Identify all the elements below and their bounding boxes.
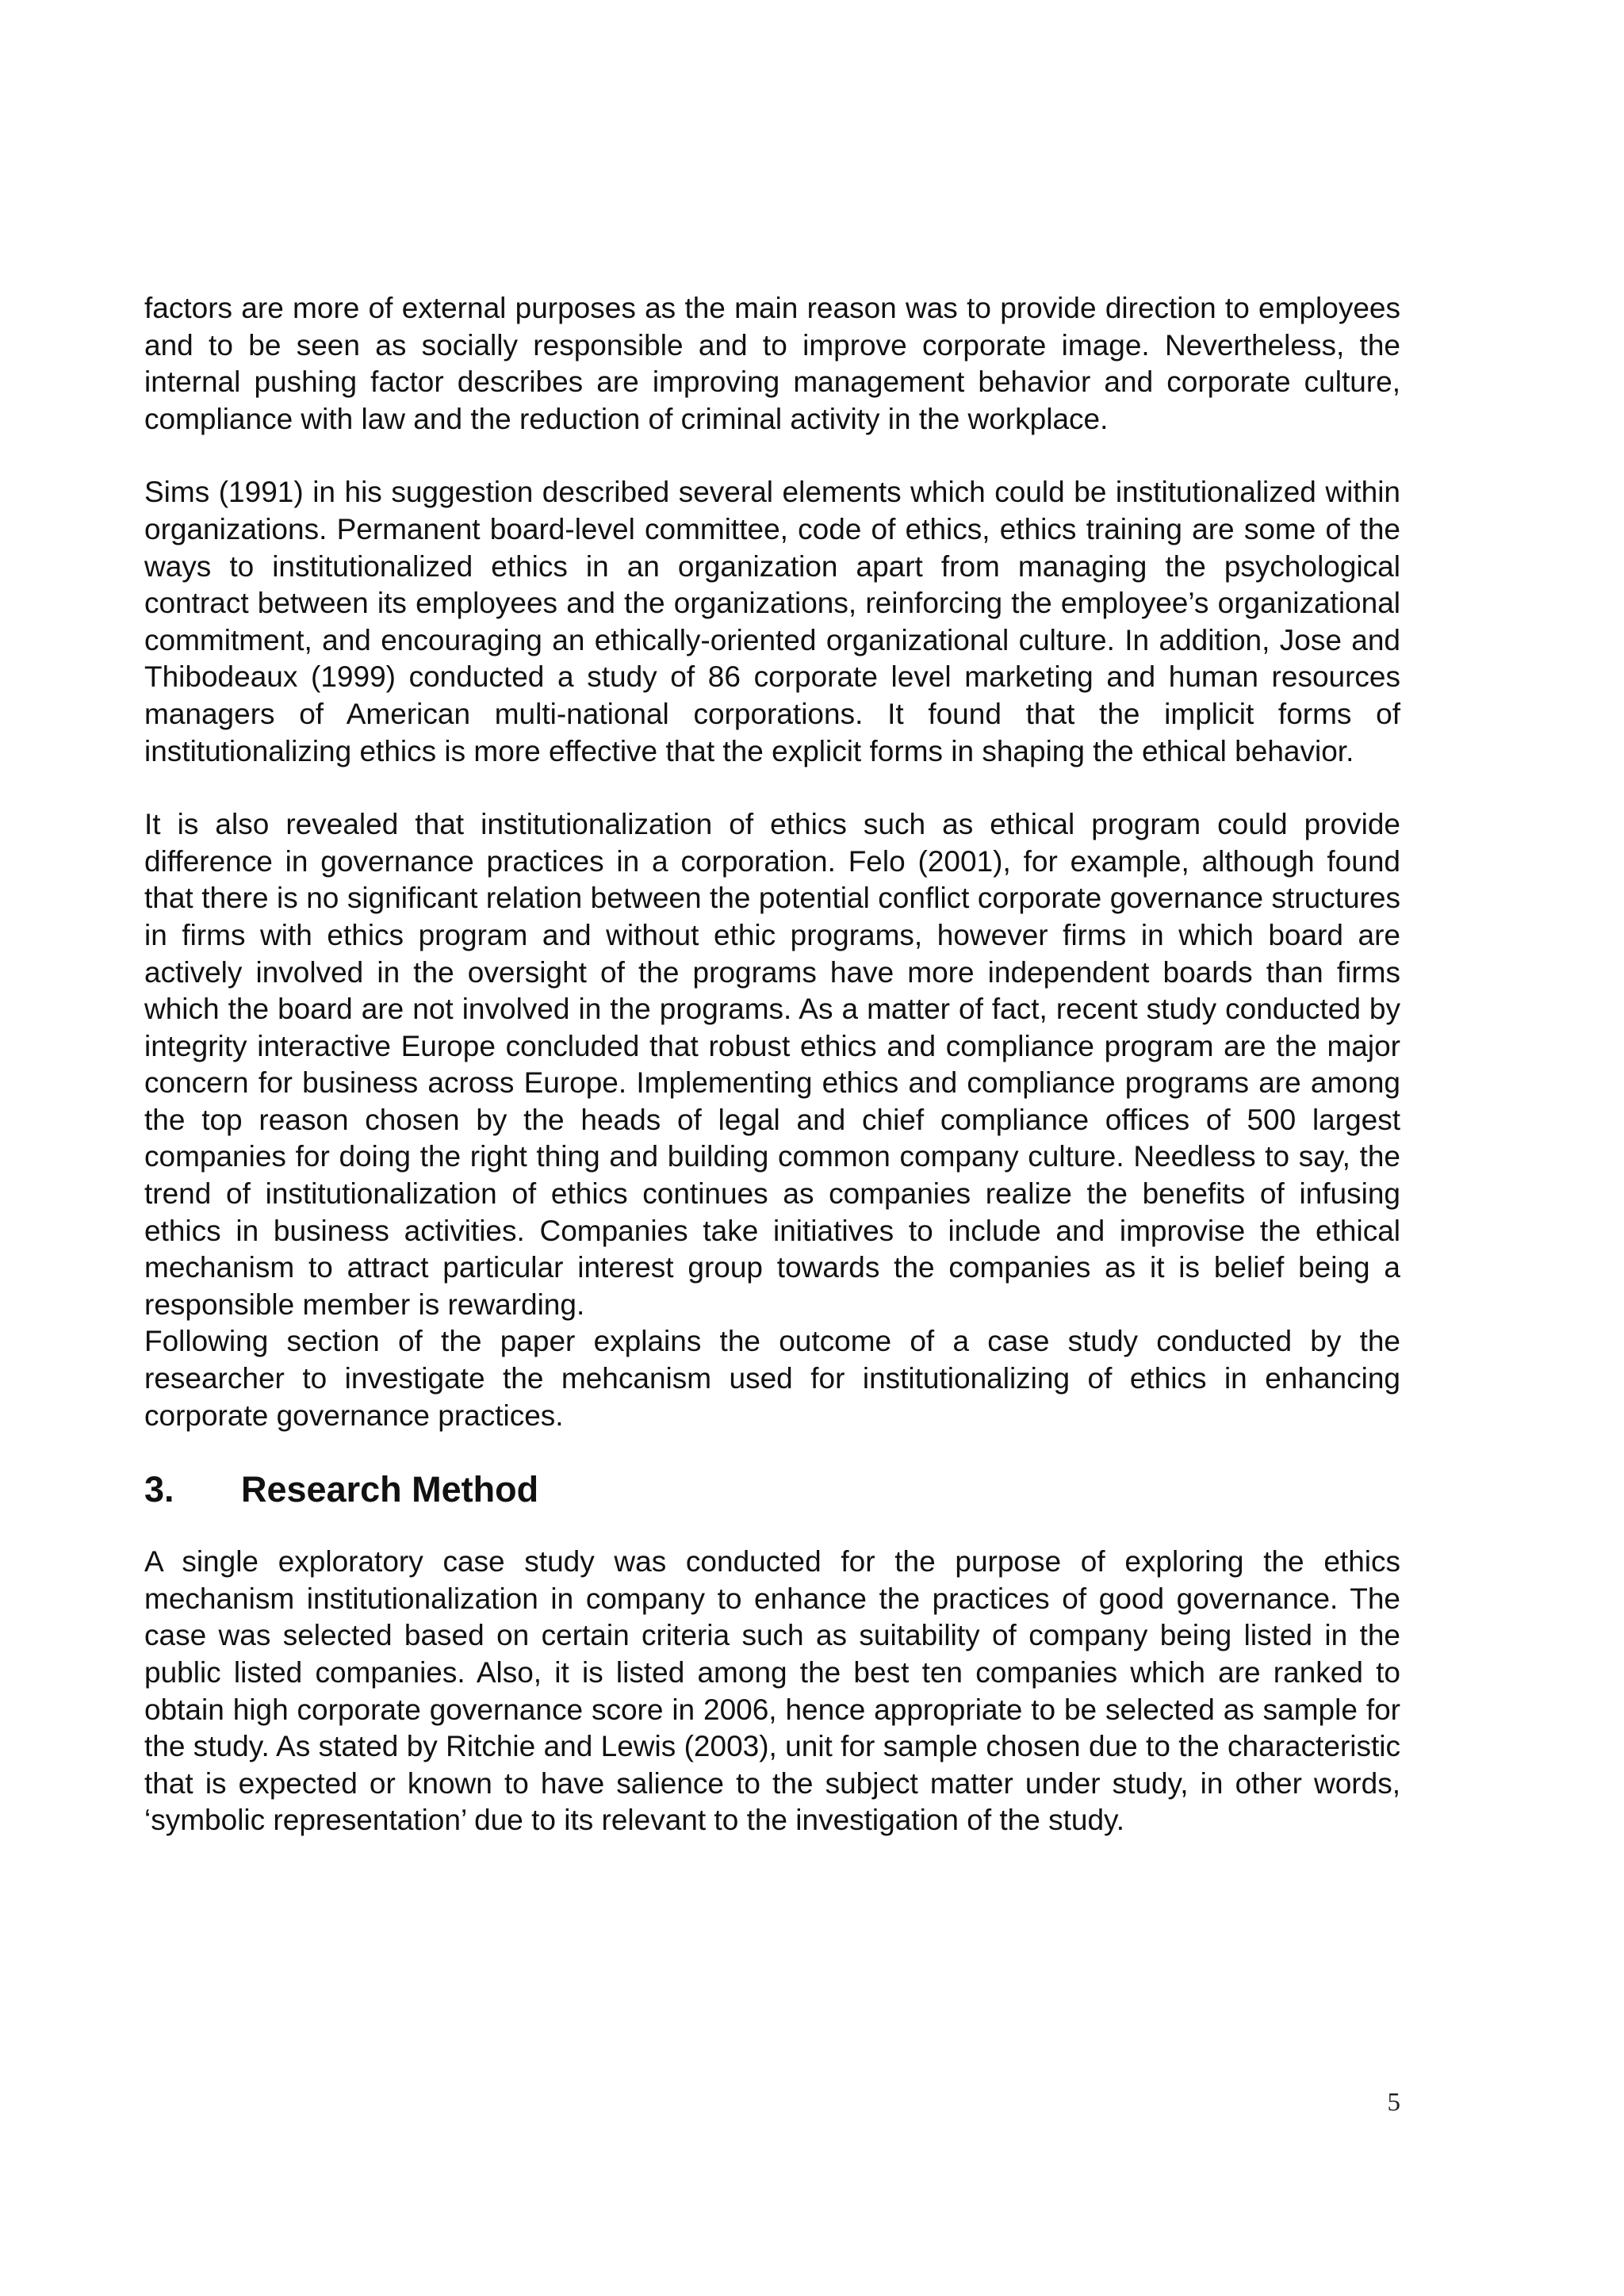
paragraph-sims-institutionalization: Sims (1991) in his suggestion described several elements which could be institutionalized within organizations. Permanent board-level committee, code of ethics, ethics training are some of the ways to institutionalized ethics in an organization apart from managing the psychological contract between its employees and the organizations, reinforcing the employee’s organizational commitment, and encouraging an ethically-oriented organizational culture. In addition, Jose and Thibodeaux (1999) conducted a study of 86 corporate level marketing and human resources managers of American multi-national corporations. It found that the implicit forms of institutionalizing ethics is more effective that the explicit forms in shaping the ethical behavior. (144, 476, 1400, 767)
section-number: 3. (144, 1469, 174, 1510)
paragraph-following-section: Following section of the paper explains the outcome of a case study conducted by the researcher to investigate the mehcanism used for institutionalizing of ethics in enhancing corporate governance practices. (144, 1325, 1400, 1432)
paragraph-research-method: A single exploratory case study was conducted for the purpose of exploring the ethics mechanism institutionalization in company to enhance the practices of good governance. The case was selected based on certain criteria such as suitability of company being listed in the public listed companies. Also, it is listed among the best ten companies which are ranked to obtain high corporate governance score in 2006, hence appropriate to be selected as sample for the study. As stated by Ritchie and Lewis (2003), unit for sample chosen due to the characteristic that is expected or known to have salience to the subject matter under study, in other words, ‘symbolic representation’ due to its relevant to the investigation of the study. (144, 1545, 1400, 1837)
document-page (144, 290, 1400, 1839)
paragraph-external-internal-factors: factors are more of external purposes as the main reason was to provide direction to employees and to be seen as socially responsible and to improve corporate image. Nevertheless, the internal pushing factor describes are improving management behavior and corporate culture, compliance with law and the reduction of criminal activity in the workplace. (144, 292, 1400, 435)
section-title: Research Method (241, 1469, 539, 1510)
paragraph-ethics-programs-governance: It is also revealed that institutionalization of ethics such as ethical program could provide difference in governance practices in a corporation. Felo (2001), for example, although found that there is no significant relation between the potential conflict corporate governance structures in firms with ethics program and without ethic programs, however firms in which board are actively involved in the oversight of the programs have more independent boards than firms which the board are not involved in the programs. As a matter of fact, recent study conducted by integrity interactive Europe concluded that robust ethics and compliance program are the major concern for business across Europe. Implementing ethics and compliance programs are among the top reason chosen by the heads of legal and chief compliance offices of 500 largest companies for doing the right thing and building common company culture. Needless to say, the trend of institutionalization of ethics continues as companies realize the benefits of infusing ethics in business activities. Companies take initiatives to include and improvise the ethical mechanism to attract particular interest group towards the companies as it is belief being a responsible member is rewarding. (144, 808, 1400, 1321)
page-number: 5 (1387, 2088, 1400, 2117)
section-heading (144, 1468, 1400, 1512)
